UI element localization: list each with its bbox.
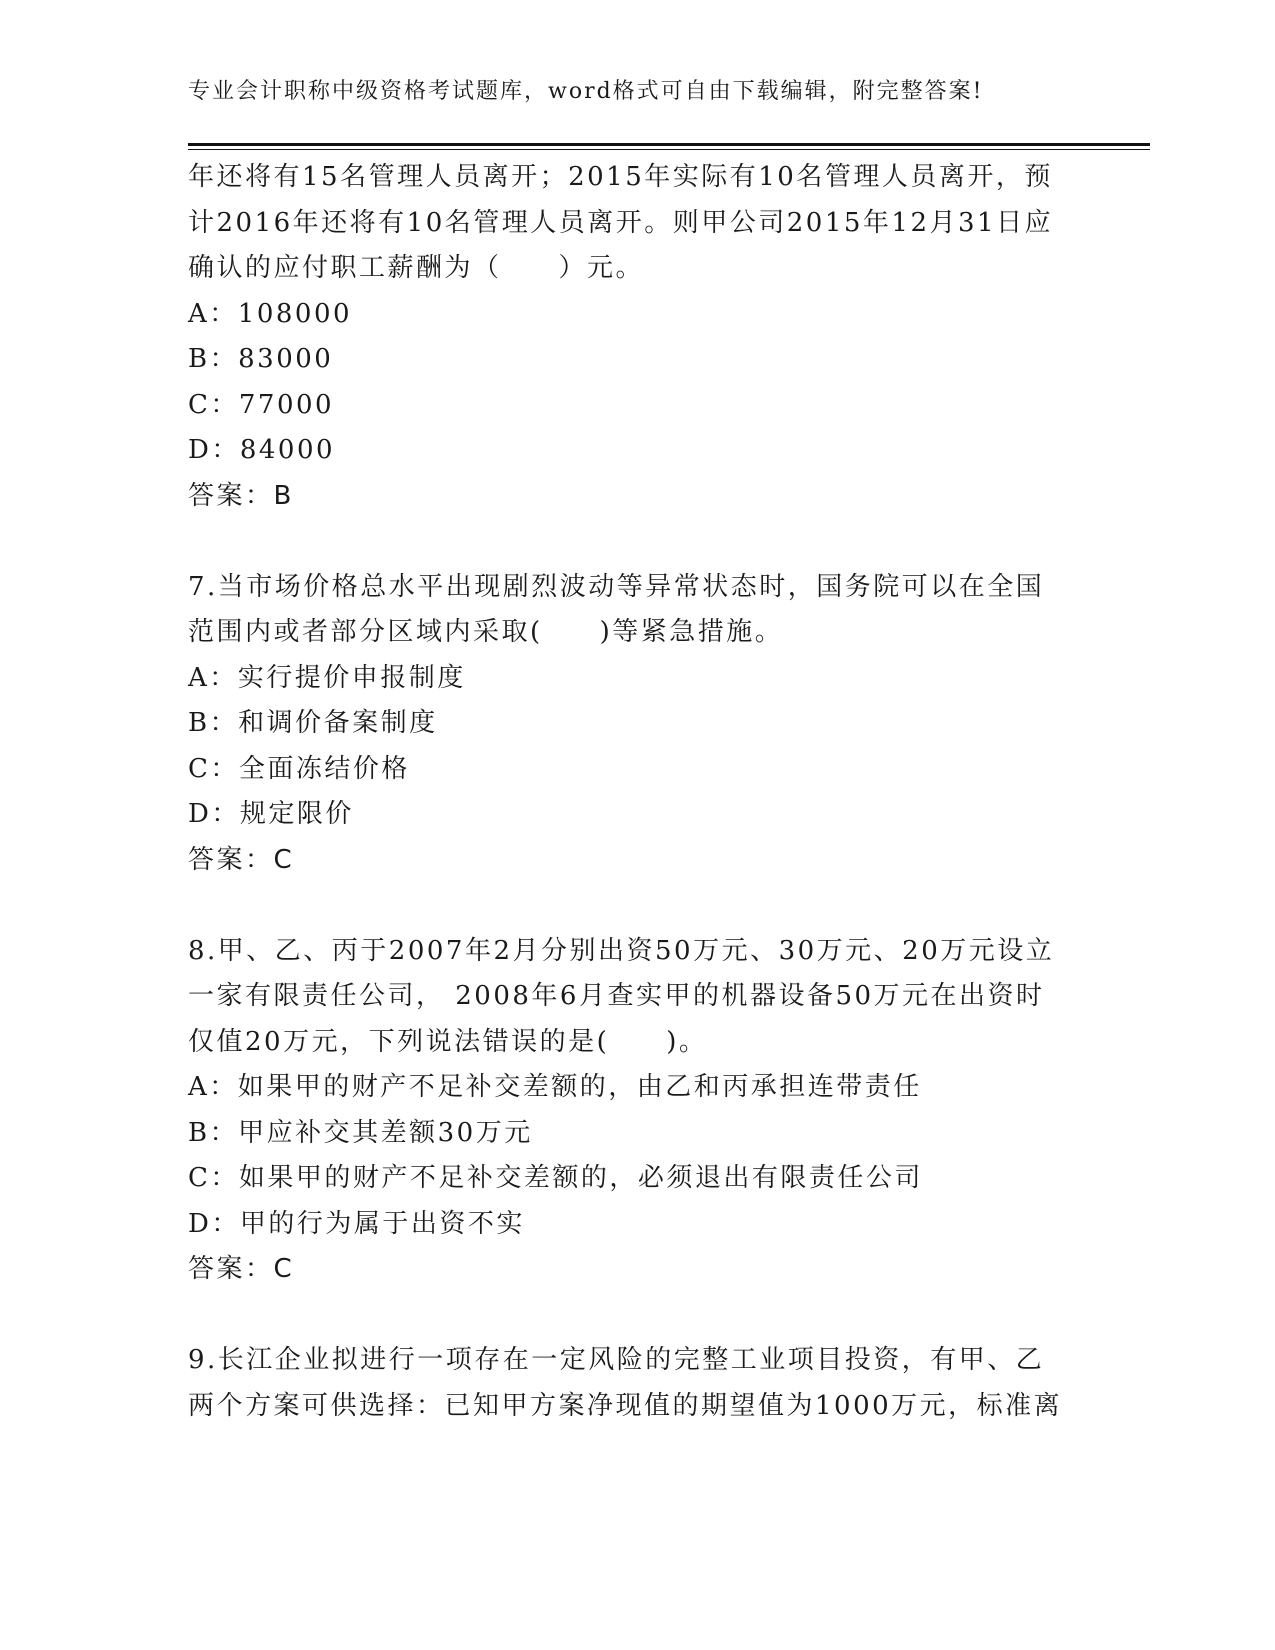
option-a: A：如果甲的财产不足补交差额的，由乙和丙承担连带责任 xyxy=(188,1072,922,1102)
question-text-line: 年还将有15名管理人员离开；2015年实际有10名管理人员离开，预 xyxy=(188,162,1053,192)
question-text-line: 8.甲、乙、丙于2007年2月分别出资50万元、30万元、20万元设立 xyxy=(188,935,1055,966)
page-header: 专业会计职称中级资格考试题库，word格式可自由下载编辑，附完整答案! xyxy=(188,79,984,104)
header-rule-thick xyxy=(188,143,1150,146)
option-c: C：如果甲的财产不足补交差额的，必须退出有限责任公司 xyxy=(188,1163,923,1193)
question-text-line: 范围内或者部分区域内采取( )等紧急措施。 xyxy=(188,617,784,647)
question-text-line: 确认的应付职工薪酬为（ ）元。 xyxy=(188,253,645,283)
question-9 xyxy=(188,1338,1088,1429)
option-d: D：规定限价 xyxy=(188,799,354,829)
question-text-line: 9.长江企业拟进行一项存在一定风险的完整工业项目投资，有甲、乙 xyxy=(188,1345,1045,1375)
question-6 xyxy=(188,155,1088,519)
question-text-line: 仅值20万元，下列说法错误的是( )。 xyxy=(188,1026,708,1057)
question-7 xyxy=(188,565,1088,884)
answer-line: 答案：B xyxy=(188,480,294,511)
option-b: B：甲应补交其差额30万元 xyxy=(188,1117,533,1148)
spacer xyxy=(188,519,1088,565)
option-a: A：实行提价申报制度 xyxy=(188,662,466,693)
question-text-line: 两个方案可供选择：已知甲方案净现值的期望值为1000万元，标准离 xyxy=(188,1390,1063,1421)
answer-line: 答案：C xyxy=(188,1254,295,1284)
option-c: C：77000 xyxy=(188,389,335,420)
question-text-line: 一家有限责任公司， 2008年6月查实甲的机器设备50万元在出资时 xyxy=(188,981,1045,1011)
question-content xyxy=(188,155,1088,1429)
option-b: B：83000 xyxy=(188,344,334,374)
option-b: B：和调价备案制度 xyxy=(188,708,438,738)
option-d: D：甲的行为属于出资不实 xyxy=(188,1208,525,1239)
option-a: A：108000 xyxy=(188,298,353,329)
spacer xyxy=(188,1293,1088,1339)
spacer xyxy=(188,883,1088,929)
option-c: C：全面冻结价格 xyxy=(188,753,410,784)
option-d: D：84000 xyxy=(188,435,336,465)
answer-line: 答案：C xyxy=(188,844,295,875)
question-8 xyxy=(188,929,1088,1293)
question-text-line: 计2016年还将有10名管理人员离开。则甲公司2015年12月31日应 xyxy=(188,207,1054,238)
question-text-line: 7.当市场价格总水平出现剧烈波动等异常状态时，国务院可以在全国 xyxy=(188,571,1045,602)
header-rule-thin xyxy=(188,149,1150,150)
